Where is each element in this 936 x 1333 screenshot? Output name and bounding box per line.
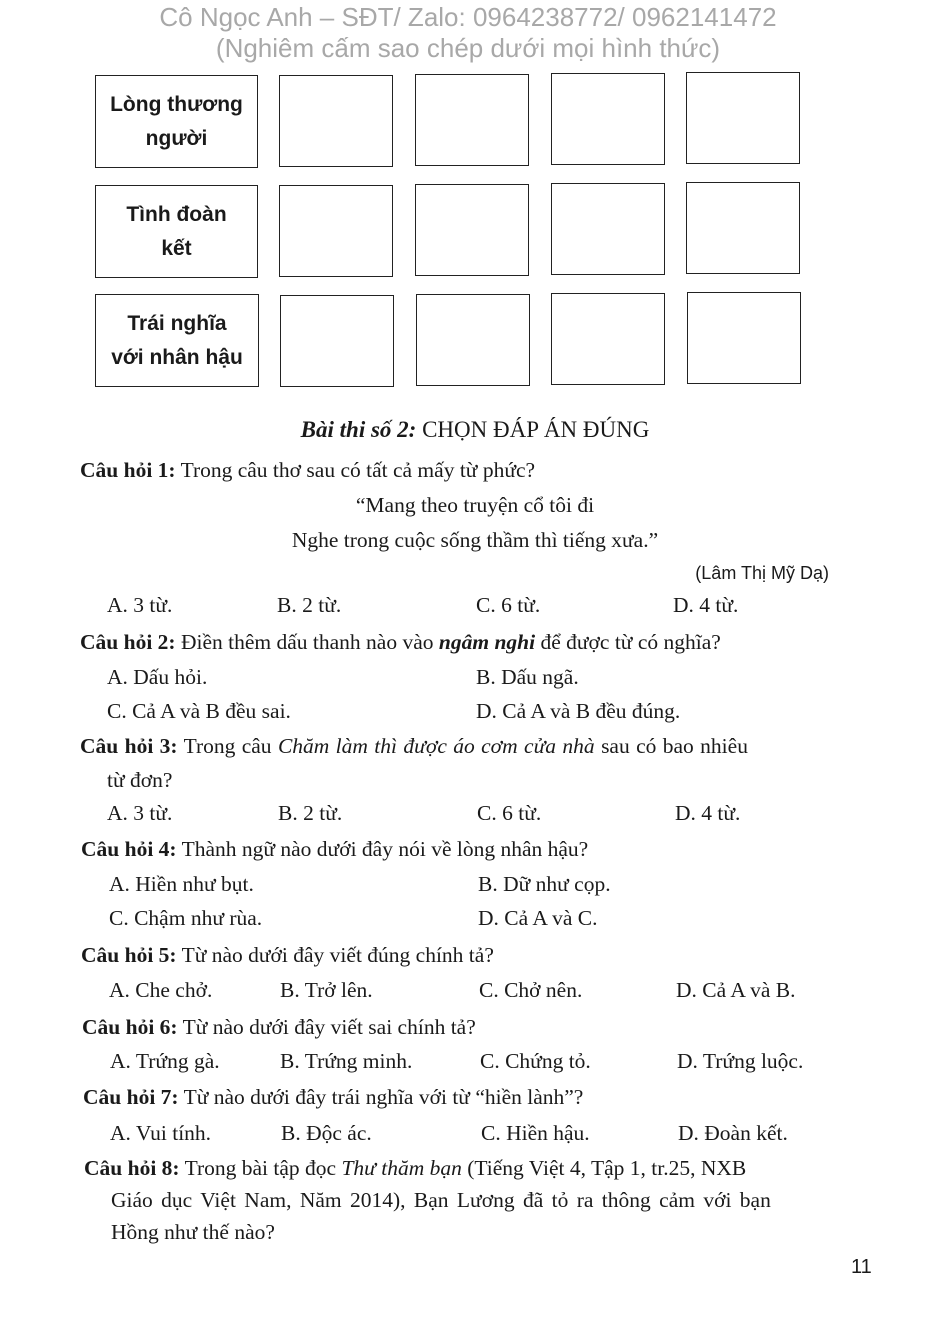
row-label: Trái nghĩa xyxy=(127,311,227,335)
option[interactable]: B. Dữ như cọp. xyxy=(478,872,611,896)
page-number: 11 xyxy=(851,1256,872,1278)
row-label: Tình đoàn xyxy=(126,202,227,226)
answer-box[interactable] xyxy=(415,74,529,166)
question-label: Câu hỏi 1: xyxy=(80,458,176,482)
question-emphasis: Thư thăm bạn xyxy=(341,1156,462,1180)
option[interactable]: C. 6 từ. xyxy=(476,593,541,617)
watermark-line-2: (Nghiêm cấm sao chép dưới mọi hình thức) xyxy=(215,33,721,63)
section-title-rest: CHỌN ĐÁP ÁN ĐÚNG xyxy=(416,417,650,442)
row-label-box xyxy=(95,294,259,387)
option[interactable]: B. Trở lên. xyxy=(280,978,373,1002)
quote-line: “Mang theo truyện cổ tôi đi xyxy=(355,493,595,517)
answer-box[interactable] xyxy=(686,182,800,274)
row-label: với nhân hậu xyxy=(111,345,243,369)
option[interactable]: D. Cả A và C. xyxy=(478,906,598,930)
question-text: Thành ngữ nào dưới đây nói về lòng nhân hậu? xyxy=(176,837,589,861)
question-7 xyxy=(83,1084,583,1110)
question-text: Trong câu thơ sau có tất cả mấy từ phức? xyxy=(175,458,536,482)
answer-box[interactable] xyxy=(551,183,665,275)
option[interactable]: D. Đoàn kết. xyxy=(678,1121,788,1145)
question-4 xyxy=(81,836,588,862)
option[interactable]: C. Chứng tỏ. xyxy=(480,1049,591,1073)
row-label: Lòng thương xyxy=(110,92,243,116)
option[interactable]: A. Dấu hỏi. xyxy=(107,665,208,689)
option[interactable]: D. 4 từ. xyxy=(673,593,739,617)
question-label: Câu hỏi 4: xyxy=(81,837,177,861)
question-text: sau có bao nhiêu xyxy=(594,734,748,758)
option[interactable]: C. 6 từ. xyxy=(477,801,542,825)
option[interactable]: D. Cả A và B đều đúng. xyxy=(476,699,681,723)
question-text: từ đơn? xyxy=(107,768,173,792)
row-label-box xyxy=(95,75,258,168)
question-1 xyxy=(80,457,535,483)
answer-box[interactable] xyxy=(279,75,393,167)
option[interactable]: A. 3 từ. xyxy=(107,801,173,825)
answer-box[interactable] xyxy=(415,184,529,276)
option[interactable]: B. Dấu ngã. xyxy=(476,665,579,689)
option[interactable]: C. Hiền hậu. xyxy=(481,1121,590,1145)
section-title xyxy=(0,417,936,443)
row-label: kết xyxy=(161,236,192,260)
question-label: Câu hỏi 5: xyxy=(81,943,177,967)
question-label: Câu hỏi 7: xyxy=(83,1085,179,1109)
answer-box[interactable] xyxy=(686,72,800,164)
watermark-line-1: Cô Ngọc Anh – SĐT/ Zalo: 0964238772/ 0962141472 xyxy=(159,2,777,32)
answer-box[interactable] xyxy=(416,294,530,386)
question-5 xyxy=(81,942,494,968)
option[interactable]: A. Trứng gà. xyxy=(110,1049,220,1073)
option[interactable]: A. 3 từ. xyxy=(107,593,173,617)
question-text: Từ nào dưới đây trái nghĩa với từ “hiền lành”? xyxy=(178,1085,584,1109)
row-label: người xyxy=(145,126,208,150)
option[interactable]: B. Trứng minh. xyxy=(280,1049,413,1073)
question-text: Trong câu xyxy=(177,734,278,758)
option[interactable]: A. Hiền như bụt. xyxy=(109,872,254,896)
question-3 xyxy=(80,733,748,759)
question-text: (Tiếng Việt 4, Tập 1, tr.25, NXB xyxy=(461,1156,747,1180)
option[interactable]: D. Trứng luộc. xyxy=(677,1049,804,1073)
question-8 xyxy=(84,1155,746,1181)
answer-box[interactable] xyxy=(551,73,665,165)
answer-box[interactable] xyxy=(280,295,394,387)
question-text: Trong bài tập đọc xyxy=(179,1156,342,1180)
option[interactable]: C. Chậm như rùa. xyxy=(109,906,263,930)
option[interactable]: B. Độc ác. xyxy=(281,1121,372,1145)
section-title-italic: Bài thi số 2: xyxy=(300,417,417,442)
option[interactable]: B. 2 từ. xyxy=(277,593,342,617)
answer-box[interactable] xyxy=(551,293,665,385)
question-emphasis: ngâm nghi xyxy=(438,630,536,654)
option[interactable]: B. 2 từ. xyxy=(278,801,343,825)
option[interactable]: A. Vui tính. xyxy=(110,1121,212,1145)
question-2 xyxy=(80,629,721,655)
quote-line: Nghe trong cuộc sống thầm thì tiếng xưa.” xyxy=(291,528,659,552)
question-text: Điền thêm dấu thanh nào vào xyxy=(175,630,439,654)
answer-box[interactable] xyxy=(279,185,393,277)
option[interactable]: D. Cả A và B. xyxy=(676,978,796,1002)
question-emphasis: Chăm làm thì được áo cơm cửa nhà xyxy=(277,734,595,758)
option[interactable]: C. Cả A và B đều sai. xyxy=(107,699,291,723)
option[interactable]: C. Chở nên. xyxy=(479,978,583,1002)
question-text: để được từ có nghĩa? xyxy=(535,630,721,654)
row-label-box xyxy=(95,185,258,278)
question-text: Từ nào dưới đây viết đúng chính tả? xyxy=(176,943,494,967)
question-text: Hồng như thế nào? xyxy=(111,1220,275,1244)
answer-box[interactable] xyxy=(687,292,801,384)
question-label: Câu hỏi 8: xyxy=(84,1156,180,1180)
question-6 xyxy=(82,1014,476,1040)
option[interactable]: D. 4 từ. xyxy=(675,801,741,825)
question-label: Câu hỏi 6: xyxy=(82,1015,178,1039)
question-text: Từ nào dưới đây viết sai chính tả? xyxy=(177,1015,476,1039)
question-label: Câu hỏi 3: xyxy=(80,734,178,758)
question-text: Giáo dục Việt Nam, Năm 2014), Bạn Lương đã tỏ ra thông cảm với bạn xyxy=(111,1188,771,1212)
option[interactable]: A. Che chở. xyxy=(109,978,213,1002)
question-label: Câu hỏi 2: xyxy=(80,630,176,654)
quote-author: (Lâm Thị Mỹ Dạ) xyxy=(695,563,829,583)
